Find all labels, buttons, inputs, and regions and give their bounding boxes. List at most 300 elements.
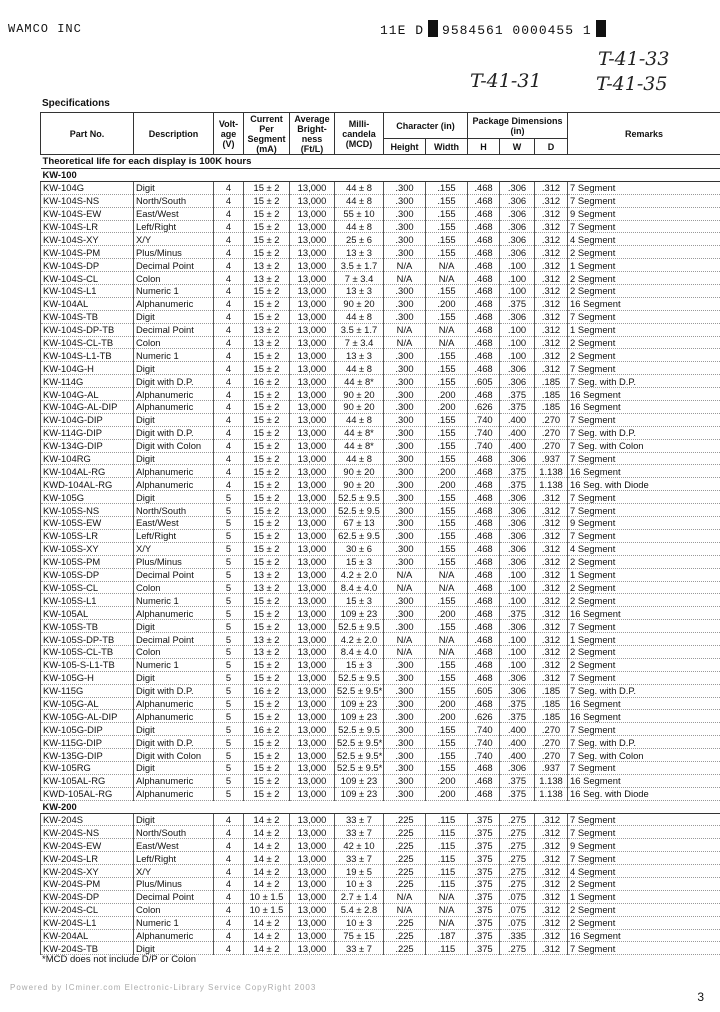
- table-cell: X/Y: [134, 865, 214, 878]
- table-row: [41, 297, 720, 310]
- table-cell: 5: [214, 787, 244, 800]
- table-cell: 30 ± 6: [335, 542, 384, 555]
- table-row: [41, 697, 720, 710]
- table-cell: Alphanumeric: [134, 478, 214, 491]
- table-cell: .312: [535, 542, 568, 555]
- table-cell: .275: [500, 877, 535, 890]
- table-cell: .312: [535, 813, 568, 826]
- table-cell: .312: [535, 903, 568, 916]
- table-cell: 13,000: [290, 362, 335, 375]
- table-cell: 16 Segment: [568, 401, 720, 414]
- table-cell: 15 ± 2: [244, 761, 290, 774]
- table-cell: 44 ± 8: [335, 452, 384, 465]
- table-cell: .300: [384, 220, 426, 233]
- table-cell: 44 ± 8: [335, 181, 384, 194]
- table-cell: 15 ± 2: [244, 413, 290, 426]
- table-cell: .275: [500, 826, 535, 839]
- col-character: Character (in): [384, 113, 468, 139]
- table-row: [41, 877, 720, 890]
- table-cell: N/A: [384, 633, 426, 646]
- table-cell: 7 Segment: [568, 813, 720, 826]
- table-cell: .312: [535, 259, 568, 272]
- table-cell: .200: [426, 710, 468, 723]
- table-cell: .155: [426, 749, 468, 762]
- table-cell: .312: [535, 349, 568, 362]
- table-cell: .468: [468, 323, 500, 336]
- table-cell: KW-104AL: [41, 297, 134, 310]
- table-cell: .468: [468, 761, 500, 774]
- table-cell: .100: [500, 581, 535, 594]
- table-cell: 13,000: [290, 594, 335, 607]
- table-cell: .468: [468, 181, 500, 194]
- table-cell: .155: [426, 362, 468, 375]
- table-cell: 10 ± 1.5: [244, 890, 290, 903]
- table-cell: .155: [426, 452, 468, 465]
- table-cell: 7 Segment: [568, 723, 720, 736]
- table-cell: 52.5 ± 9.5*: [335, 684, 384, 697]
- table-cell: KW-104S-EW: [41, 207, 134, 220]
- table-cell: .468: [468, 774, 500, 787]
- table-row: [41, 491, 720, 504]
- table-cell: 4: [214, 452, 244, 465]
- table-cell: .306: [500, 761, 535, 774]
- table-cell: .100: [500, 336, 535, 349]
- table-cell: .375: [500, 297, 535, 310]
- table-cell: 19 ± 5: [335, 865, 384, 878]
- table-cell: 16 Segment: [568, 388, 720, 401]
- table-cell: 7 Segment: [568, 942, 720, 955]
- table-cell: 15 ± 2: [244, 207, 290, 220]
- table-cell: 9 Segment: [568, 517, 720, 530]
- table-cell: .300: [384, 401, 426, 414]
- table-cell: .300: [384, 684, 426, 697]
- table-cell: 15 ± 2: [244, 310, 290, 323]
- table-cell: .155: [426, 529, 468, 542]
- table-cell: N/A: [384, 259, 426, 272]
- table-cell: .312: [535, 517, 568, 530]
- table-cell: 5: [214, 517, 244, 530]
- table-cell: .375: [468, 813, 500, 826]
- table-cell: .300: [384, 452, 426, 465]
- table-cell: Decimal Point: [134, 633, 214, 646]
- table-cell: 13,000: [290, 285, 335, 298]
- table-cell: .115: [426, 942, 468, 955]
- table-cell: .468: [468, 568, 500, 581]
- table-cell: .300: [384, 413, 426, 426]
- table-cell: .400: [500, 723, 535, 736]
- table-cell: 1.138: [535, 774, 568, 787]
- table-cell: .312: [535, 285, 568, 298]
- table-cell: .312: [535, 181, 568, 194]
- table-cell: .375: [468, 916, 500, 929]
- table-cell: 4 Segment: [568, 865, 720, 878]
- table-cell: 1 Segment: [568, 568, 720, 581]
- table-cell: .155: [426, 517, 468, 530]
- table-row: [41, 504, 720, 517]
- table-cell: .100: [500, 323, 535, 336]
- table-cell: 7 Seg. with D.P.: [568, 684, 720, 697]
- table-cell: .155: [426, 684, 468, 697]
- table-cell: .187: [426, 929, 468, 942]
- table-cell: 13,000: [290, 401, 335, 414]
- table-cell: .312: [535, 658, 568, 671]
- table-cell: 4.2 ± 2.0: [335, 633, 384, 646]
- table-cell: .605: [468, 375, 500, 388]
- table-cell: .468: [468, 207, 500, 220]
- table-cell: KW-204S-PM: [41, 877, 134, 890]
- table-cell: .740: [468, 749, 500, 762]
- table-row: [41, 323, 720, 336]
- table-cell: .100: [500, 658, 535, 671]
- table-row: [41, 452, 720, 465]
- table-cell: 13,000: [290, 465, 335, 478]
- table-cell: .155: [426, 349, 468, 362]
- table-cell: 13,000: [290, 826, 335, 839]
- table-cell: 52.5 ± 9.5*: [335, 749, 384, 762]
- table-cell: 13,000: [290, 297, 335, 310]
- table-cell: Colon: [134, 336, 214, 349]
- table-cell: .375: [468, 903, 500, 916]
- table-cell: .300: [384, 194, 426, 207]
- table-cell: 90 ± 20: [335, 478, 384, 491]
- table-cell: 7 Seg. with Colon: [568, 749, 720, 762]
- table-cell: 16 Seg. with Diode: [568, 478, 720, 491]
- table-cell: .200: [426, 787, 468, 800]
- table-row: [41, 517, 720, 530]
- table-cell: .468: [468, 504, 500, 517]
- table-cell: .270: [535, 723, 568, 736]
- table-cell: KW-105S-EW: [41, 517, 134, 530]
- table-row: [41, 813, 720, 826]
- table-cell: .312: [535, 246, 568, 259]
- table-cell: .306: [500, 529, 535, 542]
- table-cell: 13,000: [290, 852, 335, 865]
- table-cell: KW-114G-DIP: [41, 426, 134, 439]
- table-cell: .306: [500, 310, 535, 323]
- table-cell: .300: [384, 542, 426, 555]
- table-cell: X/Y: [134, 542, 214, 555]
- table-cell: 8.4 ± 4.0: [335, 581, 384, 594]
- table-cell: .312: [535, 323, 568, 336]
- table-cell: .115: [426, 826, 468, 839]
- table-cell: 44 ± 8: [335, 310, 384, 323]
- table-cell: .468: [468, 194, 500, 207]
- table-cell: .312: [535, 839, 568, 852]
- table-cell: .312: [535, 233, 568, 246]
- table-cell: .312: [535, 194, 568, 207]
- table-cell: .200: [426, 607, 468, 620]
- table-cell: .626: [468, 401, 500, 414]
- table-cell: .468: [468, 671, 500, 684]
- table-cell: .375: [500, 388, 535, 401]
- table-cell: Alphanumeric: [134, 929, 214, 942]
- table-cell: 90 ± 20: [335, 401, 384, 414]
- table-cell: 16 ± 2: [244, 375, 290, 388]
- group-name: KW-200: [41, 800, 720, 813]
- table-cell: 7 ± 3.4: [335, 272, 384, 285]
- table-cell: N/A: [426, 568, 468, 581]
- table-cell: KW-134G-DIP: [41, 439, 134, 452]
- table-cell: .375: [500, 607, 535, 620]
- table-cell: 4: [214, 285, 244, 298]
- table-cell: 52.5 ± 9.5: [335, 491, 384, 504]
- table-cell: .306: [500, 555, 535, 568]
- table-cell: 7 Seg. with D.P.: [568, 375, 720, 388]
- table-cell: N/A: [384, 272, 426, 285]
- table-cell: .312: [535, 877, 568, 890]
- table-cell: 4.2 ± 2.0: [335, 568, 384, 581]
- table-cell: Numeric 1: [134, 916, 214, 929]
- table-cell: 15 ± 2: [244, 671, 290, 684]
- table-cell: Colon: [134, 903, 214, 916]
- table-cell: 15 ± 2: [244, 594, 290, 607]
- table-cell: 13,000: [290, 336, 335, 349]
- table-cell: .100: [500, 272, 535, 285]
- table-cell: North/South: [134, 194, 214, 207]
- table-cell: .306: [500, 375, 535, 388]
- table-cell: .155: [426, 220, 468, 233]
- table-cell: 13,000: [290, 310, 335, 323]
- table-cell: .312: [535, 671, 568, 684]
- table-cell: .155: [426, 375, 468, 388]
- table-cell: 13,000: [290, 620, 335, 633]
- table-cell: 13,000: [290, 903, 335, 916]
- table-cell: .115: [426, 852, 468, 865]
- table-cell: .468: [468, 452, 500, 465]
- code-prefix: 11E D: [380, 23, 425, 38]
- table-cell: 10 ± 1.5: [244, 903, 290, 916]
- table-cell: .300: [384, 607, 426, 620]
- table-cell: 7 Segment: [568, 504, 720, 517]
- footnote: *MCD does not include D/P or Colon: [42, 954, 197, 965]
- table-cell: .200: [426, 388, 468, 401]
- table-cell: 15 ± 2: [244, 749, 290, 762]
- table-cell: KW-105S-XY: [41, 542, 134, 555]
- table-cell: .270: [535, 736, 568, 749]
- table-cell: .300: [384, 594, 426, 607]
- table-cell: KW-104S-PM: [41, 246, 134, 259]
- table-cell: 5: [214, 723, 244, 736]
- table-cell: 13,000: [290, 736, 335, 749]
- table-row: [41, 259, 720, 272]
- table-cell: KW-204S-L1: [41, 916, 134, 929]
- table-cell: .375: [500, 401, 535, 414]
- table-cell: 1 Segment: [568, 633, 720, 646]
- table-cell: .300: [384, 774, 426, 787]
- table-cell: 4: [214, 929, 244, 942]
- table-cell: .306: [500, 362, 535, 375]
- table-cell: 13,000: [290, 749, 335, 762]
- col-pkg-d: D: [535, 139, 568, 155]
- table-cell: .300: [384, 697, 426, 710]
- col-char-height: Height: [384, 139, 426, 155]
- table-cell: .300: [384, 439, 426, 452]
- table-cell: 13,000: [290, 671, 335, 684]
- table-cell: 16 ± 2: [244, 684, 290, 697]
- table-cell: 13,000: [290, 529, 335, 542]
- table-cell: 7 Segment: [568, 620, 720, 633]
- table-cell: .200: [426, 478, 468, 491]
- table-cell: .225: [384, 929, 426, 942]
- table-cell: 2 Segment: [568, 581, 720, 594]
- table-cell: 90 ± 20: [335, 297, 384, 310]
- table-cell: .300: [384, 181, 426, 194]
- table-cell: KW-104G-H: [41, 362, 134, 375]
- table-cell: .306: [500, 194, 535, 207]
- table-cell: KW-104S-XY: [41, 233, 134, 246]
- table-cell: 7 Seg. with D.P.: [568, 736, 720, 749]
- table-cell: .300: [384, 620, 426, 633]
- table-cell: .155: [426, 207, 468, 220]
- table-cell: 13,000: [290, 426, 335, 439]
- table-cell: .468: [468, 362, 500, 375]
- table-row: [41, 465, 720, 478]
- table-cell: 15 ± 2: [244, 401, 290, 414]
- table-cell: KW-135G-DIP: [41, 749, 134, 762]
- table-cell: 14 ± 2: [244, 852, 290, 865]
- table-row: [41, 594, 720, 607]
- table-cell: 5: [214, 555, 244, 568]
- table-cell: .375: [500, 710, 535, 723]
- table-cell: 4: [214, 181, 244, 194]
- table-cell: 15 ± 2: [244, 658, 290, 671]
- table-cell: .400: [500, 736, 535, 749]
- table-cell: 14 ± 2: [244, 826, 290, 839]
- table-cell: .155: [426, 246, 468, 259]
- table-cell: Digit with D.P.: [134, 375, 214, 388]
- table-cell: 33 ± 7: [335, 813, 384, 826]
- table-cell: .468: [468, 297, 500, 310]
- table-cell: .300: [384, 388, 426, 401]
- table-cell: .306: [500, 491, 535, 504]
- table-cell: 4 Segment: [568, 233, 720, 246]
- table-cell: .468: [468, 465, 500, 478]
- table-cell: 16 Segment: [568, 697, 720, 710]
- table-cell: KW-204S-LR: [41, 852, 134, 865]
- table-cell: .100: [500, 594, 535, 607]
- table-cell: 4: [214, 839, 244, 852]
- table-cell: .225: [384, 916, 426, 929]
- table-row: [41, 310, 720, 323]
- table-cell: Colon: [134, 581, 214, 594]
- table-cell: KW-105S-LR: [41, 529, 134, 542]
- table-cell: .225: [384, 942, 426, 955]
- table-row: [41, 272, 720, 285]
- table-cell: .740: [468, 413, 500, 426]
- table-cell: 13,000: [290, 761, 335, 774]
- table-cell: .155: [426, 620, 468, 633]
- table-cell: .275: [500, 813, 535, 826]
- table-cell: .312: [535, 220, 568, 233]
- table-cell: KW-105AL-RG: [41, 774, 134, 787]
- table-cell: 13,000: [290, 555, 335, 568]
- table-cell: 44 ± 8*: [335, 439, 384, 452]
- table-cell: East/West: [134, 839, 214, 852]
- table-cell: N/A: [426, 633, 468, 646]
- table-cell: .312: [535, 594, 568, 607]
- table-cell: 1.138: [535, 787, 568, 800]
- col-package: Package Dimensions (in): [468, 113, 568, 139]
- table-row: [41, 903, 720, 916]
- table-cell: .155: [426, 761, 468, 774]
- table-row: [41, 839, 720, 852]
- table-cell: 13 ± 3: [335, 285, 384, 298]
- table-cell: Digit: [134, 761, 214, 774]
- table-cell: .605: [468, 684, 500, 697]
- table-cell: .300: [384, 233, 426, 246]
- table-cell: .468: [468, 645, 500, 658]
- table-cell: .306: [500, 620, 535, 633]
- table-cell: .306: [500, 220, 535, 233]
- table-cell: 13 ± 2: [244, 633, 290, 646]
- table-cell: 7 Seg. with Colon: [568, 439, 720, 452]
- table-cell: KW-204S-NS: [41, 826, 134, 839]
- table-cell: .312: [535, 310, 568, 323]
- code-number: 9584561 0000455 1: [442, 23, 592, 38]
- table-cell: .468: [468, 633, 500, 646]
- table-cell: 13,000: [290, 504, 335, 517]
- table-cell: Alphanumeric: [134, 710, 214, 723]
- table-cell: 5: [214, 491, 244, 504]
- table-row: [41, 658, 720, 671]
- table-cell: 13 ± 2: [244, 336, 290, 349]
- table-cell: KW-204S-XY: [41, 865, 134, 878]
- table-cell: 5: [214, 749, 244, 762]
- table-cell: 5: [214, 761, 244, 774]
- col-brightness: Average Bright-ness (Ft/L): [290, 113, 335, 155]
- col-voltage: Volt-age (V): [214, 113, 244, 155]
- table-cell: 13,000: [290, 697, 335, 710]
- table-cell: Decimal Point: [134, 323, 214, 336]
- table-cell: .375: [468, 890, 500, 903]
- table-cell: Decimal Point: [134, 259, 214, 272]
- table-cell: 9 Segment: [568, 207, 720, 220]
- table-cell: 4: [214, 220, 244, 233]
- table-cell: 33 ± 7: [335, 852, 384, 865]
- table-cell: Colon: [134, 272, 214, 285]
- table-cell: .468: [468, 285, 500, 298]
- table-cell: .468: [468, 259, 500, 272]
- table-cell: .375: [500, 465, 535, 478]
- table-row: [41, 865, 720, 878]
- table-cell: Digit: [134, 723, 214, 736]
- table-cell: 2 Segment: [568, 336, 720, 349]
- table-cell: Alphanumeric: [134, 774, 214, 787]
- table-cell: .400: [500, 749, 535, 762]
- table-cell: KW-104S-DP-TB: [41, 323, 134, 336]
- table-cell: N/A: [384, 645, 426, 658]
- table-row: [41, 633, 720, 646]
- table-cell: .306: [500, 542, 535, 555]
- table-row: [41, 349, 720, 362]
- table-row: [41, 246, 720, 259]
- table-row: [41, 194, 720, 207]
- table-cell: 16 Segment: [568, 607, 720, 620]
- table-cell: 7 ± 3.4: [335, 336, 384, 349]
- table-cell: N/A: [426, 336, 468, 349]
- handwritten-ref-2: T-41-31: [470, 70, 542, 92]
- table-row: [41, 401, 720, 414]
- table-cell: 13,000: [290, 568, 335, 581]
- table-cell: 15 ± 2: [244, 517, 290, 530]
- table-row: [41, 568, 720, 581]
- table-cell: .100: [500, 568, 535, 581]
- table-cell: .400: [500, 439, 535, 452]
- table-cell: 13 ± 2: [244, 645, 290, 658]
- table-cell: .270: [535, 439, 568, 452]
- table-cell: 15 ± 3: [335, 555, 384, 568]
- table-cell: 4: [214, 259, 244, 272]
